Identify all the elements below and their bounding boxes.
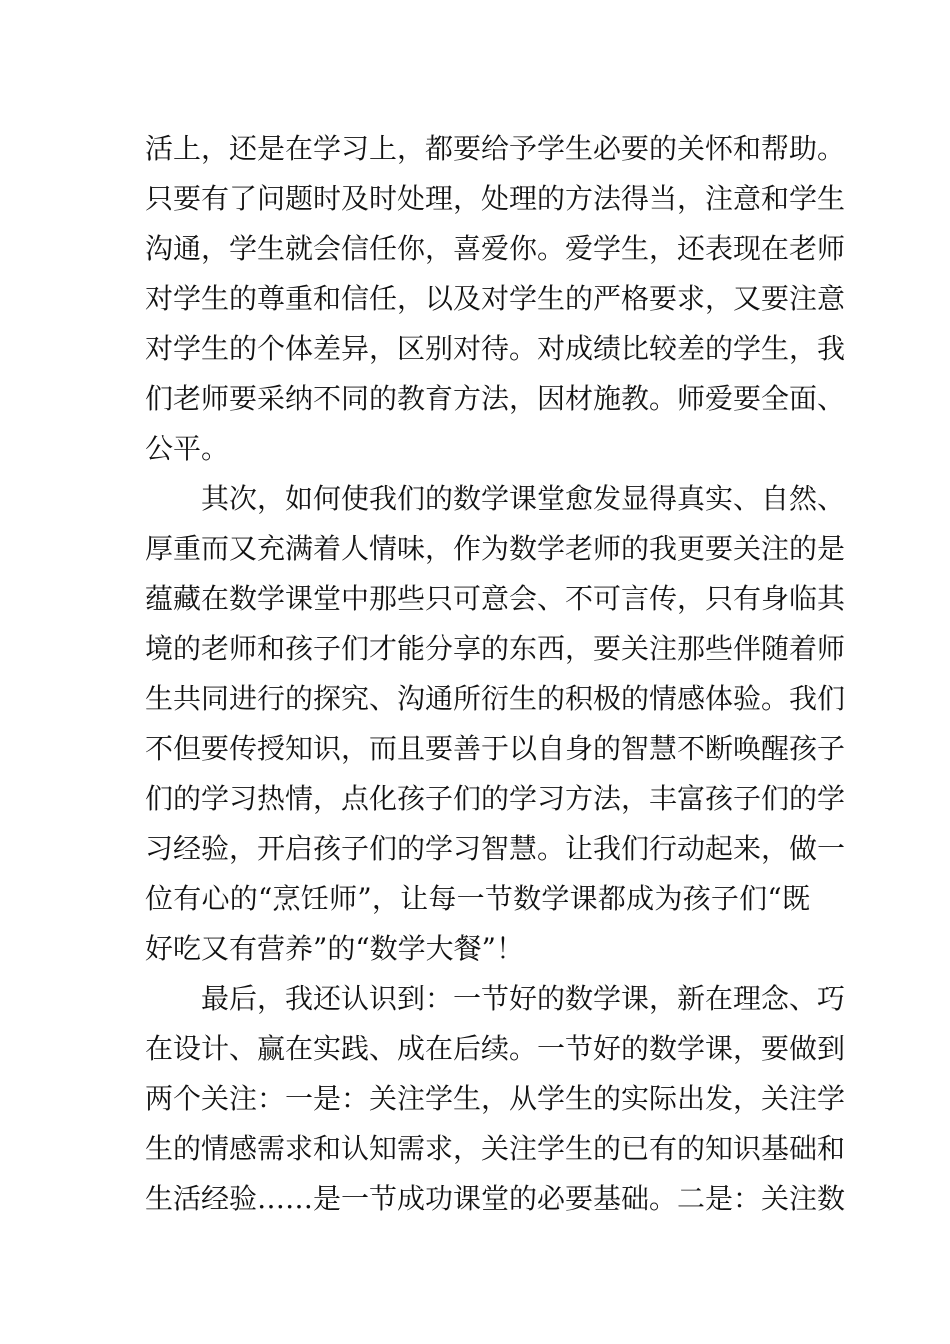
text-line: 生的情感需求和认知需求，关注学生的已有的知识基础和	[145, 1132, 846, 1165]
text-line: 对学生的个体差异，区别对待。对成绩比较差的学生，我	[145, 332, 846, 365]
text-line: 们的学习热情，点化孩子们的学习方法，丰富孩子们的学	[145, 782, 846, 815]
text-line: 不但要传授知识，而且要善于以自身的智慧不断唤醒孩子	[145, 732, 846, 765]
text-line: 位有心的“烹饪师”，让每一节数学课都成为孩子们“既	[145, 882, 810, 915]
document-body	[145, 124, 846, 1224]
paragraph-first-line: 其次，如何使我们的数学课堂愈发显得真实、自然、	[201, 482, 846, 515]
text-line: 只要有了问题时及时处理，处理的方法得当，注意和学生	[145, 182, 846, 215]
text-line: 对学生的尊重和信任，以及对学生的严格要求，又要注意	[145, 282, 846, 315]
text-line: 在设计、赢在实践、成在后续。一节好的数学课，要做到	[145, 1032, 846, 1065]
text-line: 好吃又有营养”的“数学大餐”！	[145, 932, 524, 965]
text-line: 生共同进行的探究、沟通所衍生的积极的情感体验。我们	[145, 682, 846, 715]
text-line: 沟通，学生就会信任你，喜爱你。爱学生，还表现在老师	[145, 232, 846, 265]
text-line: 们老师要采纳不同的教育方法，因材施教。师爱要全面、	[145, 382, 846, 415]
text-line: 习经验，开启孩子们的学习智慧。让我们行动起来，做一	[145, 832, 846, 865]
paragraph-first-line: 最后，我还认识到：一节好的数学课，新在理念、巧	[201, 982, 846, 1015]
text-line: 公平。	[145, 432, 230, 465]
text-line: 生活经验……是一节成功课堂的必要基础。二是：关注数	[145, 1182, 846, 1215]
text-line: 活上，还是在学习上，都要给予学生必要的关怀和帮助。	[145, 132, 846, 165]
text-line: 两个关注：一是：关注学生，从学生的实际出发，关注学	[145, 1082, 846, 1115]
text-line: 境的老师和孩子们才能分享的东西，要关注那些伴随着师	[145, 632, 846, 665]
text-line: 蕴藏在数学课堂中那些只可意会、不可言传，只有身临其	[145, 582, 846, 615]
text-line: 厚重而又充满着人情味，作为数学老师的我更要关注的是	[145, 532, 846, 565]
